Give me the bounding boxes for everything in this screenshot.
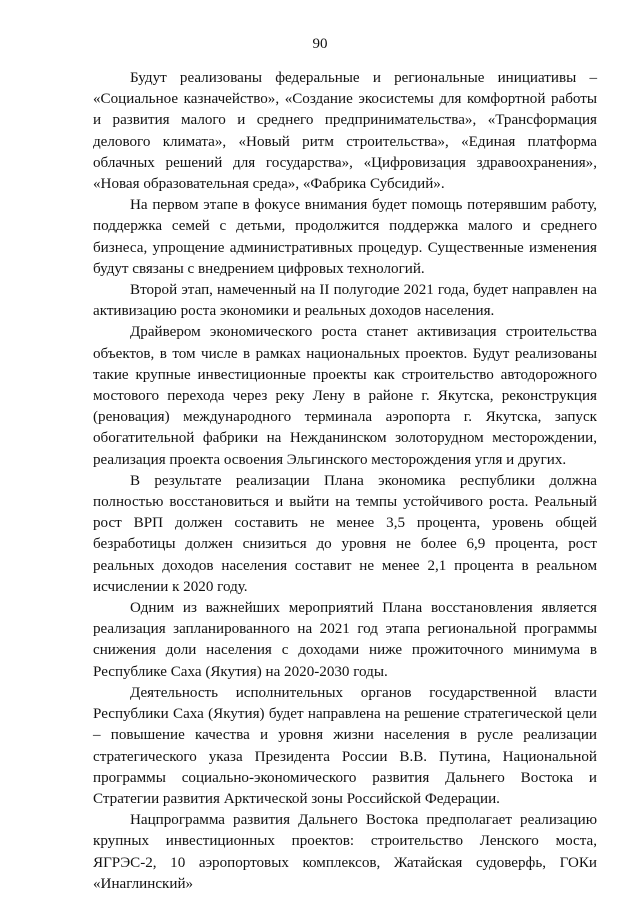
- paragraph-strategic-goal: Деятельность исполнительных органов государственной власти Республики Саха (Якутия) будет направлена на решение стратегической цели – повышение качества и уровня жизни населения в русле реализации стратегического указа Президента России В.В. Путина, Национальной программы социально-экономического развития Дальнего Востока и Стратегии развития Арктической зоны Российской Федерации.: [93, 684, 597, 807]
- paragraph-second-stage: Второй этап, намеченный на II полугодие 2021 года, будет направлен на активизацию роста экономики и реальных доходов населения.: [93, 282, 597, 320]
- paragraph-first-stage: На первом этапе в фокусе внимания будет помощь потерявшим работу, поддержка семей с детьми, продолжится поддержка малого и среднего бизнеса, упрощение административных процедур. Существенные изменения будут связаны с внедрением цифровых технологий.: [93, 197, 597, 277]
- page-number: 90: [312, 36, 328, 52]
- paragraph-growth-driver: Драйвером экономического роста станет активизация строительства объектов, в том числе в рамках национальных проектов. Будут реализованы такие крупные инвестиционные проекты как строительство автодорожного мостового перехода через реку Лену в районе г. Якутска, реконструкция (реновация) международного терминала аэропорта г. Якутска, запуск обогатительной фабрики на Нежданинском золоторудном месторождении, реализация проекта освоения Эльгинского месторождения угля и других.: [93, 324, 597, 468]
- document-body: [93, 68, 597, 895]
- paragraph-plan-results: В результате реализации Плана экономика республики должна полностью восстановиться и выйти на темпы устойчивого роста. Реальный рост ВРП должен составить не менее 3,5 процента, уровень общей безработицы должен снизиться до уровня не более 6,9 процента, рост реальных доходов населения составит не менее 2,1 процента в реальном исчислении к 2020 году.: [93, 472, 597, 595]
- paragraph-poverty-program: Одним из важнейших мероприятий Плана восстановления является реализация запланированного на 2021 год этапа региональной программы снижения доли населения с доходами ниже прожиточного минимума в Республике Саха (Якутия) на 2020-2030 годы.: [93, 600, 597, 680]
- paragraph-far-east-program: Нацпрограмма развития Дальнего Востока предполагает реализацию крупных инвестиционных проектов: строительство Ленского моста, ЯГРЭС-2, 10 аэропортовых комплексов, Жатайская судоверфь, ГОКи «Инаглинский»: [93, 812, 597, 892]
- paragraph-initiatives: Будут реализованы федеральные и региональные инициативы – «Социальное казначейство», «Создание экосистемы для комфортной работы и развития малого и среднего предпринимательства», «Трансформация делового климата», «Новый ритм строительства», «Единая платформа облачных решений для государства», «Цифровизация здравоохранения», «Новая образовательная среда», «Фабрика Субсидий».: [93, 70, 597, 193]
